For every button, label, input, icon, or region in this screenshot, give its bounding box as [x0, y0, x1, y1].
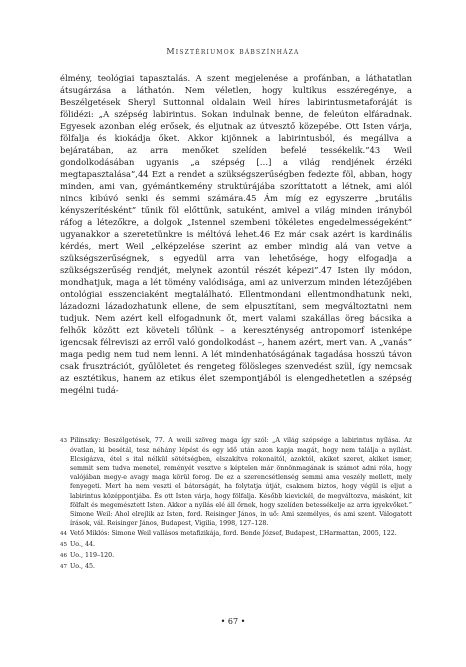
footnote-text: Uo., 44.: [70, 541, 96, 549]
footnotes: [60, 436, 412, 573]
footnote-text: Uo., 119–120.: [70, 552, 115, 560]
footnote: [60, 436, 412, 528]
page-number: • 67 •: [220, 617, 246, 626]
main-text: [60, 72, 412, 396]
footnote: [60, 529, 412, 539]
footnote-number: 44: [60, 530, 67, 537]
footnote-text: Uo., 45.: [70, 563, 96, 571]
footnote: [60, 551, 412, 561]
running-header: Misztériumok bábszínháza: [166, 47, 300, 56]
footnote: [60, 540, 412, 550]
footnote-text: Vető Miklós: Simone Weil vallásos metafizikája, ford. Bende József, Budapest, L’Harmattan, 2005, 122.: [70, 529, 397, 537]
footnote-number: 43: [60, 438, 67, 444]
footnote-number: 45: [60, 542, 67, 549]
footnote-text: Pilinszky: Beszélgetések, 77. A weili szöveg maga így szól: „A világ szépsége a labirintus nyílása. Az óvatlan, ki besétál, tesz néhány lépést és egy idő után azon kapja magát, hogy nem találja a nyílást. Elcsigázva, étel s ital nélkül sötétségben, elszakítva rokonaitól, azoktól, akiket szeret, akiket ismer, semmit sem tudva menetel, reményét vesztve s képtelen már önnönmagának is számot adni róla, hogy valójában megy-e avagy maga körül forog. De ez a szerencsétlenség semmi ama veszély mellett, mely fenyegeti. Mert ha nem veszti el bátorságát, ha folytatja útját, csaknem biztos, hogy végül is eljut a labirintus középpontjába. És ott Isten várja, hogy fölfalja. Később kievickél, de megváltozva, másként, kit fölfalt és megemésztett Isten. Akkor a nyílás elé áll őrnek, hogy szelíden betessékelje az arra igyekvőket.” Simone Weil: Ahol elrejlik az Isten, ford. Reisinger János, in uő: Ami személyes, és ami szent. Válogatott írások, vál. Reisinger János, Budapest, Vigilia, 1998, 127–128.: [70, 437, 412, 527]
footnote: [60, 562, 412, 572]
footnote-number: 47: [60, 564, 67, 571]
body-paragraph: élmény, teológiai tapasztalás. A szent megjelenése a profánban, a láthatatlan átsugárzása a láthatón. Nem véletlen, hogy kultikus esszéregénye, a Beszélgetések Sheryl Suttonnal oldalain Weil híres labirintusmetaforáját is fölidézi: „A szépség labirintus. Sokan indulnak benne, de feleúton elfáradnak. Egyesek azonban elég erősek, és eljutnak az útvesztő közepébe. Ott Isten várja, fölfalja és kiokádja őket. Akkor kijönnek a labirintusból, és megállva a bejáratában, az arra menőket szelíden befelé tessékelik.”43 Weil gondolkodásában ugyanis „a szépség […] a világ rendjének érzéki megtapasztalása”,44 Ezt a rendet a szükségszerűségben fedezte föl, abban, hogy minden, ami van, gyémántkemény struktúrájába szoríttatott a létnek, ami alól nincs kibúvó senki és semmi számára.45 Ám míg ez egyszerre „brutális kényszerítésként” tűnik föl előttünk, satuként, amivel a világ minden irányból ráfog a létezőkre, a dolgok „Istennel szembeni tökéletes engedelmességeként” ugyanakkor a szeretetünkre is méltóvá lehet.46 Ez már csak azért is kardinális kérdés, mert Weil „elképzelése szerint az ember mindig alá van vetve a szükségszerűségnek, s egyedül arra van lehetősége, hogy elfogadja a szükségszerűség rendjét, melynek azontúl részét képezi”.47 Isten ily módon, mondhatjuk, maga a lét tömény valódisága, ami az univerzum minden létezőjében ontológiai esszenciaként megtalálható. Ellentmondani ellentmondhatunk neki, lázadozni lázadozhatunk ellene, de sem elpusztítani, sem megváltoztatni nem tudjuk. Nem azért kell elfogadnunk őt, mert valami szakállas öreg bácsika a felhők között ezt követeli tőlünk – a kereszténység antropomorf istenképe igencsak félreviszi az erről való gondolkodást –, hanem azért, mert van. A „vanás” maga pedig nem tud nem lenni. A lét mindenhatóságának tagadása hosszú távon csak frusztrációt, gyűlöletet és rengeteg fölösleges szenvedést szül, így nemcsak az esztétikus, hanem az etikus élet szempontjából is elengedhetetlen a szépség megélni tudá-: [60, 73, 412, 395]
footnote-number: 46: [60, 553, 67, 560]
